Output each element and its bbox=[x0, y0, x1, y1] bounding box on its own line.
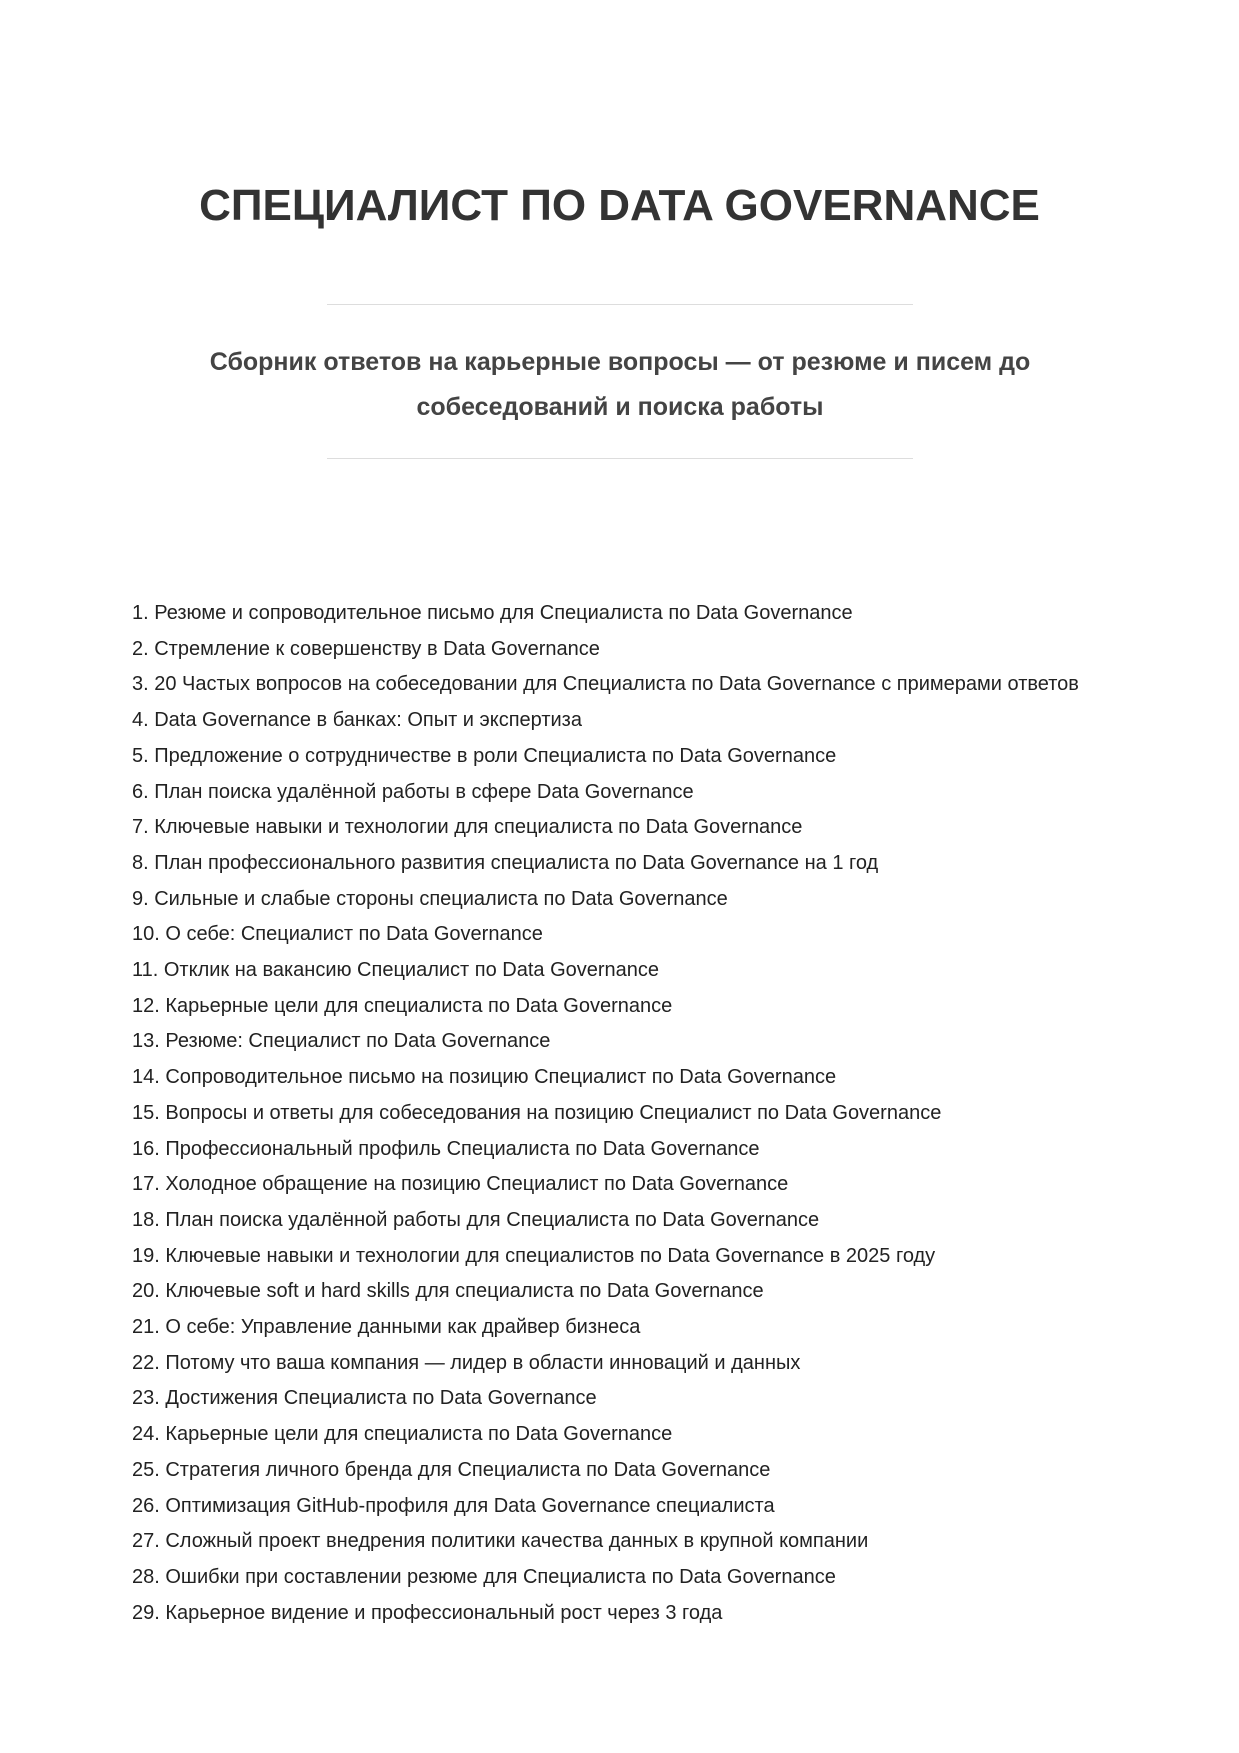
bottom-divider bbox=[327, 458, 913, 459]
toc-item[interactable]: 17. Холодное обращение на позицию Специалист по Data Governance bbox=[132, 1173, 789, 1196]
toc-item[interactable]: 12. Карьерные цели для специалиста по Data Governance bbox=[132, 994, 673, 1017]
toc-item[interactable]: 25. Стратегия личного бренда для Специалиста по Data Governance bbox=[132, 1458, 771, 1481]
document-title: СПЕЦИАЛИСТ ПО DATA GOVERNANCE bbox=[199, 181, 1040, 230]
toc-item[interactable]: 13. Резюме: Специалист по Data Governance bbox=[132, 1030, 551, 1053]
toc-item[interactable]: 23. Достижения Специалиста по Data Governance bbox=[132, 1387, 597, 1410]
toc-item[interactable]: 5. Предложение о сотрудничестве в роли Специалиста по Data Governance bbox=[132, 744, 837, 767]
toc-item[interactable]: 3. 20 Частых вопросов на собеседовании для Специалиста по Data Governance с примерами ответов bbox=[132, 673, 1079, 696]
toc-item[interactable]: 2. Стремление к совершенству в Data Governance bbox=[132, 637, 600, 660]
toc-item[interactable]: 26. Оптимизация GitHub-профиля для Data Governance специалиста bbox=[132, 1494, 775, 1517]
toc-item[interactable]: 8. План профессионального развития специалиста по Data Governance на 1 год bbox=[132, 851, 879, 874]
toc-item[interactable]: 15. Вопросы и ответы для собеседования на позицию Специалист по Data Governance bbox=[132, 1101, 942, 1124]
toc-item[interactable]: 6. План поиска удалённой работы в сфере Data Governance bbox=[132, 780, 694, 803]
toc-item[interactable]: 28. Ошибки при составлении резюме для Специалиста по Data Governance bbox=[132, 1565, 836, 1588]
toc-item[interactable]: 22. Потому что ваша компания — лидер в области инноваций и данных bbox=[132, 1351, 801, 1374]
toc-item[interactable]: 16. Профессиональный профиль Специалиста по Data Governance bbox=[132, 1137, 760, 1160]
toc-item[interactable]: 19. Ключевые навыки и технологии для специалистов по Data Governance в 2025 году bbox=[132, 1244, 936, 1267]
toc-item[interactable]: 27. Сложный проект внедрения политики качества данных в крупной компании bbox=[132, 1530, 869, 1553]
toc-item[interactable]: 4. Data Governance в банках: Опыт и экспертиза bbox=[132, 709, 582, 732]
toc-item[interactable]: 24. Карьерные цели для специалиста по Data Governance bbox=[132, 1423, 673, 1446]
table-of-contents bbox=[132, 596, 1092, 1631]
document-subtitle: Сборник ответов на карьерные вопросы — от резюме и писем до собеседований и поиска работы bbox=[209, 348, 1031, 421]
toc-item[interactable]: 29. Карьерное видение и профессиональный рост через 3 года bbox=[132, 1601, 723, 1624]
toc-item[interactable]: 10. О себе: Специалист по Data Governance bbox=[132, 923, 543, 946]
toc-item[interactable]: 14. Сопроводительное письмо на позицию Специалист по Data Governance bbox=[132, 1066, 837, 1089]
toc-item[interactable]: 18. План поиска удалённой работы для Специалиста по Data Governance bbox=[132, 1208, 820, 1231]
toc-item[interactable]: 21. О себе: Управление данными как драйвер бизнеса bbox=[132, 1316, 641, 1339]
toc-item[interactable]: 11. Отклик на вакансию Специалист по Data Governance bbox=[132, 959, 660, 982]
toc-item[interactable]: 9. Сильные и слабые стороны специалиста по Data Governance bbox=[132, 887, 728, 910]
toc-item[interactable]: 7. Ключевые навыки и технологии для специалиста по Data Governance bbox=[132, 816, 803, 839]
toc-item[interactable]: 20. Ключевые soft и hard skills для специалиста по Data Governance bbox=[132, 1280, 764, 1303]
toc-item[interactable]: 1. Резюме и сопроводительное письмо для Специалиста по Data Governance bbox=[132, 602, 853, 624]
top-divider bbox=[327, 304, 913, 305]
